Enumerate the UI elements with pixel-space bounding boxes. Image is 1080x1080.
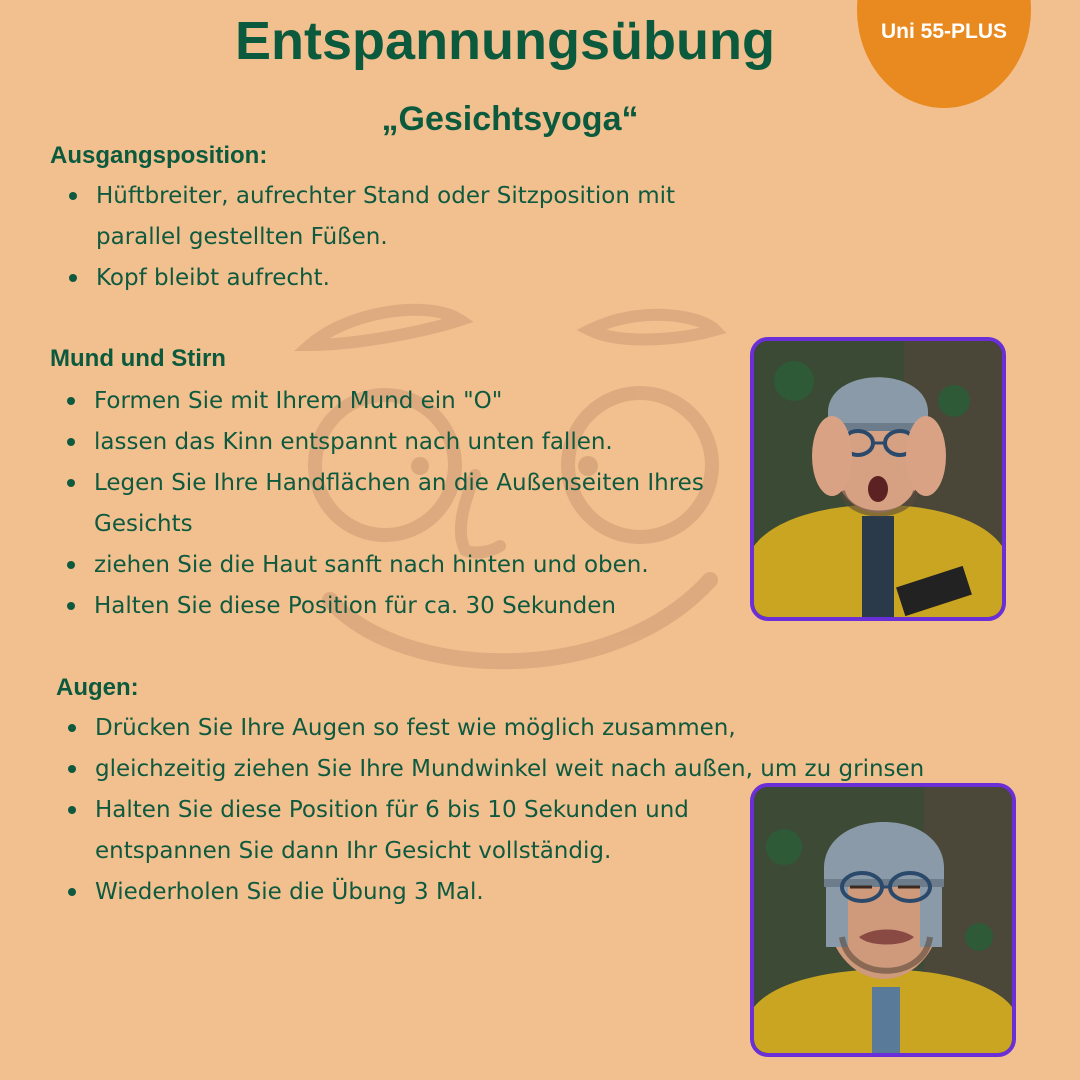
page-title: Entspannungsübung xyxy=(235,11,775,71)
list-mund-und-stirn xyxy=(48,381,708,627)
photo-mouth-o-exercise xyxy=(750,337,1006,621)
section-heading-augen: Augen: xyxy=(56,674,139,701)
list-item: Formen Sie mit Ihrem Mund ein "O" xyxy=(48,381,708,422)
list-item: Hüftbreiter, aufrechter Stand oder Sitzposition mit parallel gestellten Füßen. xyxy=(50,176,750,258)
photo-eyes-squeeze-exercise xyxy=(750,783,1016,1057)
list-item: Drücken Sie Ihre Augen so fest wie möglich zusammen, xyxy=(49,708,1009,749)
page-subtitle: „Gesichtsyoga“ xyxy=(381,100,639,138)
list-item: Halten Sie diese Position für 6 bis 10 Sekunden und entspannen Sie dann Ihr Gesicht vollständig. xyxy=(49,790,745,872)
list-item: Kopf bleibt aufrecht. xyxy=(50,258,750,299)
list-ausgangsposition xyxy=(50,176,750,299)
list-item: Wiederholen Sie die Übung 3 Mal. xyxy=(49,872,1009,913)
list-item: gleichzeitig ziehen Sie Ihre Mundwinkel weit nach außen, um zu grinsen xyxy=(49,749,1009,790)
section-heading-ausgangsposition: Ausgangsposition: xyxy=(50,142,268,169)
brand-badge-label: Uni 55-PLUS xyxy=(880,20,1008,43)
list-item: Legen Sie Ihre Handflächen an die Außenseiten Ihres Gesichts xyxy=(48,463,708,545)
list-item: Halten Sie diese Position für ca. 30 Sekunden xyxy=(48,586,708,627)
photo-illustration xyxy=(754,341,1002,617)
list-item: lassen das Kinn entspannt nach unten fallen. xyxy=(48,422,708,463)
photo-illustration xyxy=(754,787,1012,1053)
list-item: ziehen Sie die Haut sanft nach hinten und oben. xyxy=(48,545,708,586)
section-heading-mund-und-stirn: Mund und Stirn xyxy=(50,345,226,372)
